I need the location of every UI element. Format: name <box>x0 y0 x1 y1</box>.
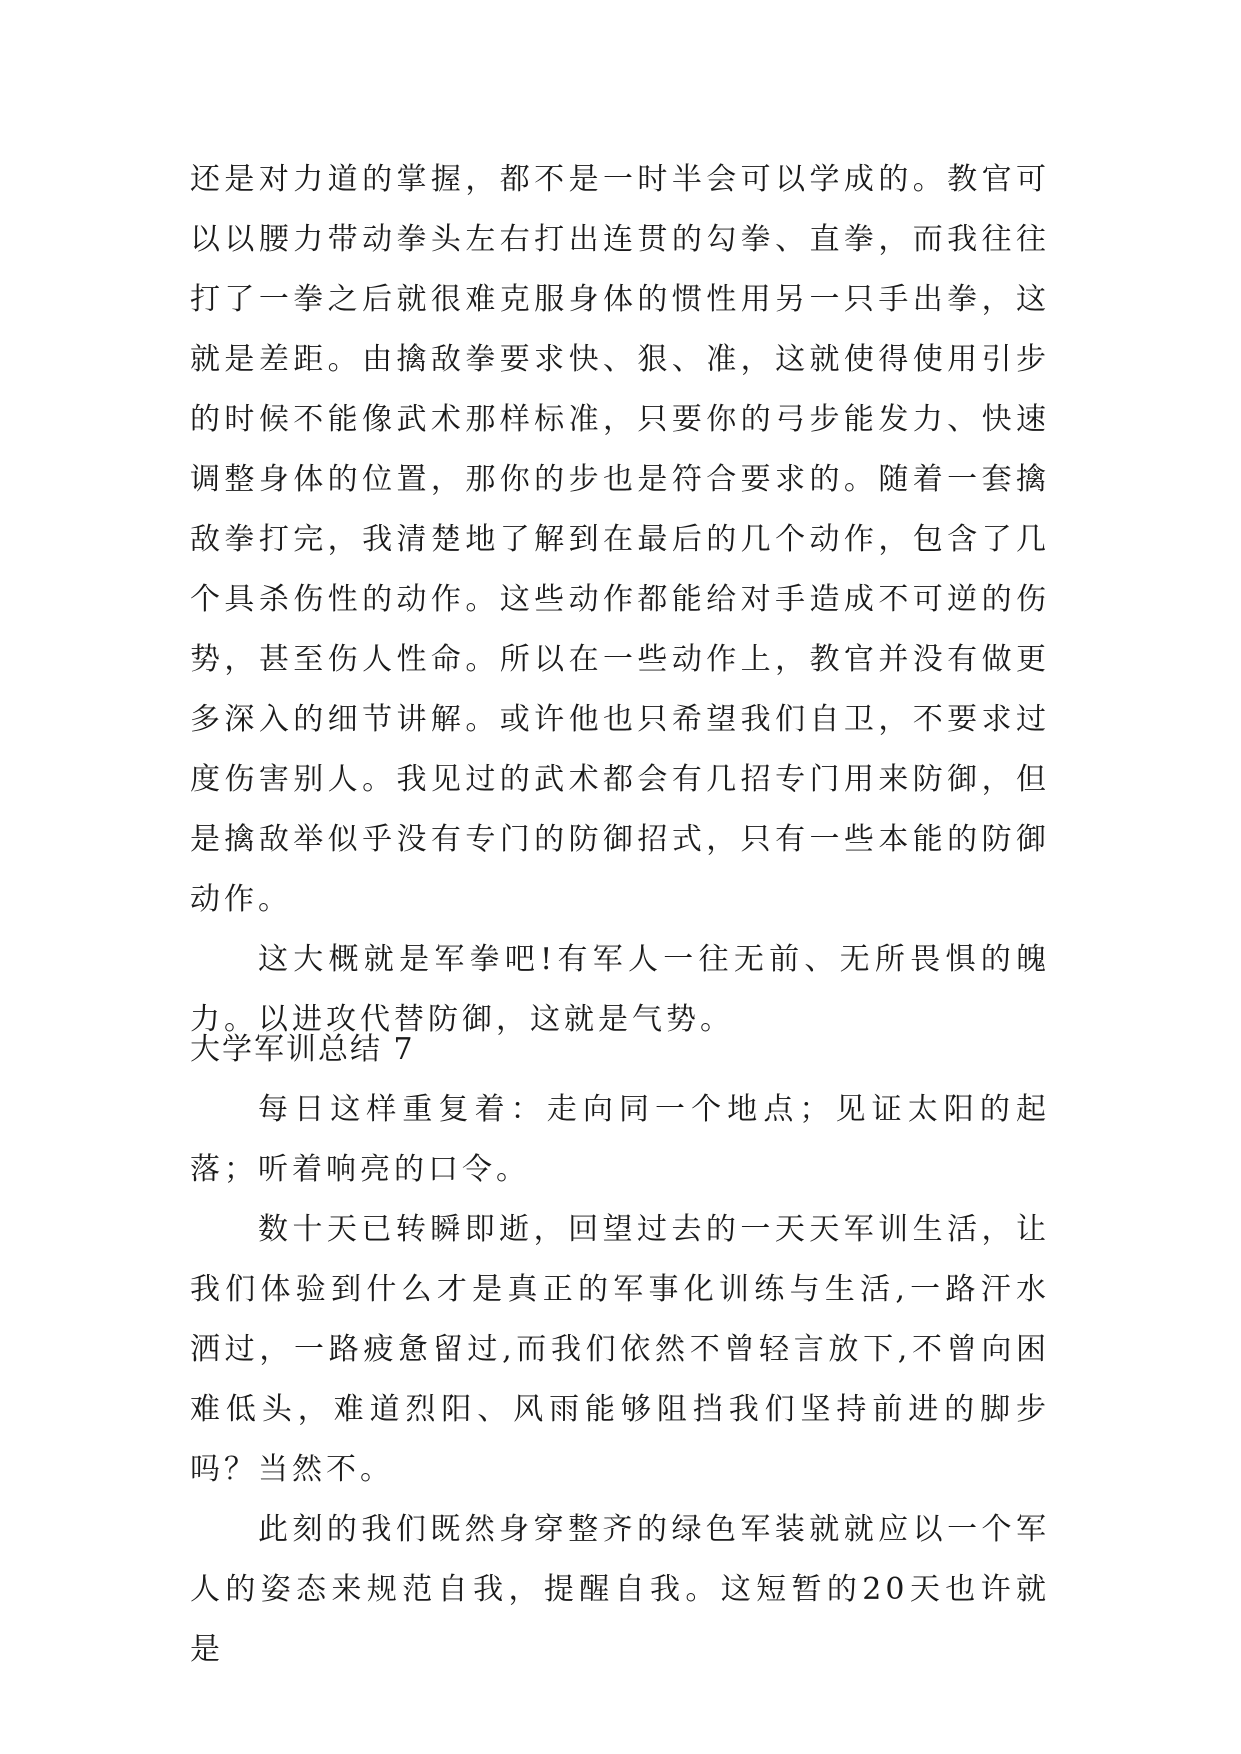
paragraph: 每日这样重复着：走向同一个地点；见证太阳的起落；听着响亮的口令。 <box>190 1092 1050 1187</box>
body-text-top <box>190 150 1050 1050</box>
paragraph: 此刻的我们既然身穿整齐的绿色军装就就应以一个军人的姿态来规范自我，提醒自我。这短暂的20天也许就是 <box>190 1512 1050 1667</box>
paragraph-continuation: 还是对力道的掌握，都不是一时半会可以学成的。教官可以以腰力带动拳头左右打出连贯的勾拳、直拳，而我往往打了一拳之后就很难克服身体的惯性用另一只手出拳，这就是差距。由擒敌拳要求快、狠、准，这就使得使用引步的时候不能像武术那样标准，只要你的弓步能发力、快速调整身体的位置，那你的步也是符合要求的。随着一套擒敌拳打完，我清楚地了解到在最后的几个动作，包含了几个具杀伤性的动作。这些动作都能给对手造成不可逆的伤势，甚至伤人性命。所以在一些动作上，教官并没有做更多深入的细节讲解。或许他也只希望我们自卫，不要求过度伤害别人。我见过的武术都会有几招专门用来防御，但是擒敌举似乎没有专门的防御招式，只有一些本能的防御动作。 <box>190 162 1050 917</box>
body-text-bottom <box>190 1020 1050 1680</box>
paragraph: 这大概就是军拳吧!有军人一往无前、无所畏惧的魄力。以进攻代替防御，这就是气势。 <box>190 942 1050 1037</box>
section-heading: 大学军训总结 7 <box>190 1032 415 1067</box>
paragraph: 数十天已转瞬即逝，回望过去的一天天军训生活，让我们体验到什么才是真正的军事化训练与生活,一路汗水洒过，一路疲惫留过,而我们依然不曾轻言放下,不曾向困难低头，难道烈阳、风雨能够阻挡我们坚持前进的脚步吗？当然不。 <box>190 1212 1050 1487</box>
